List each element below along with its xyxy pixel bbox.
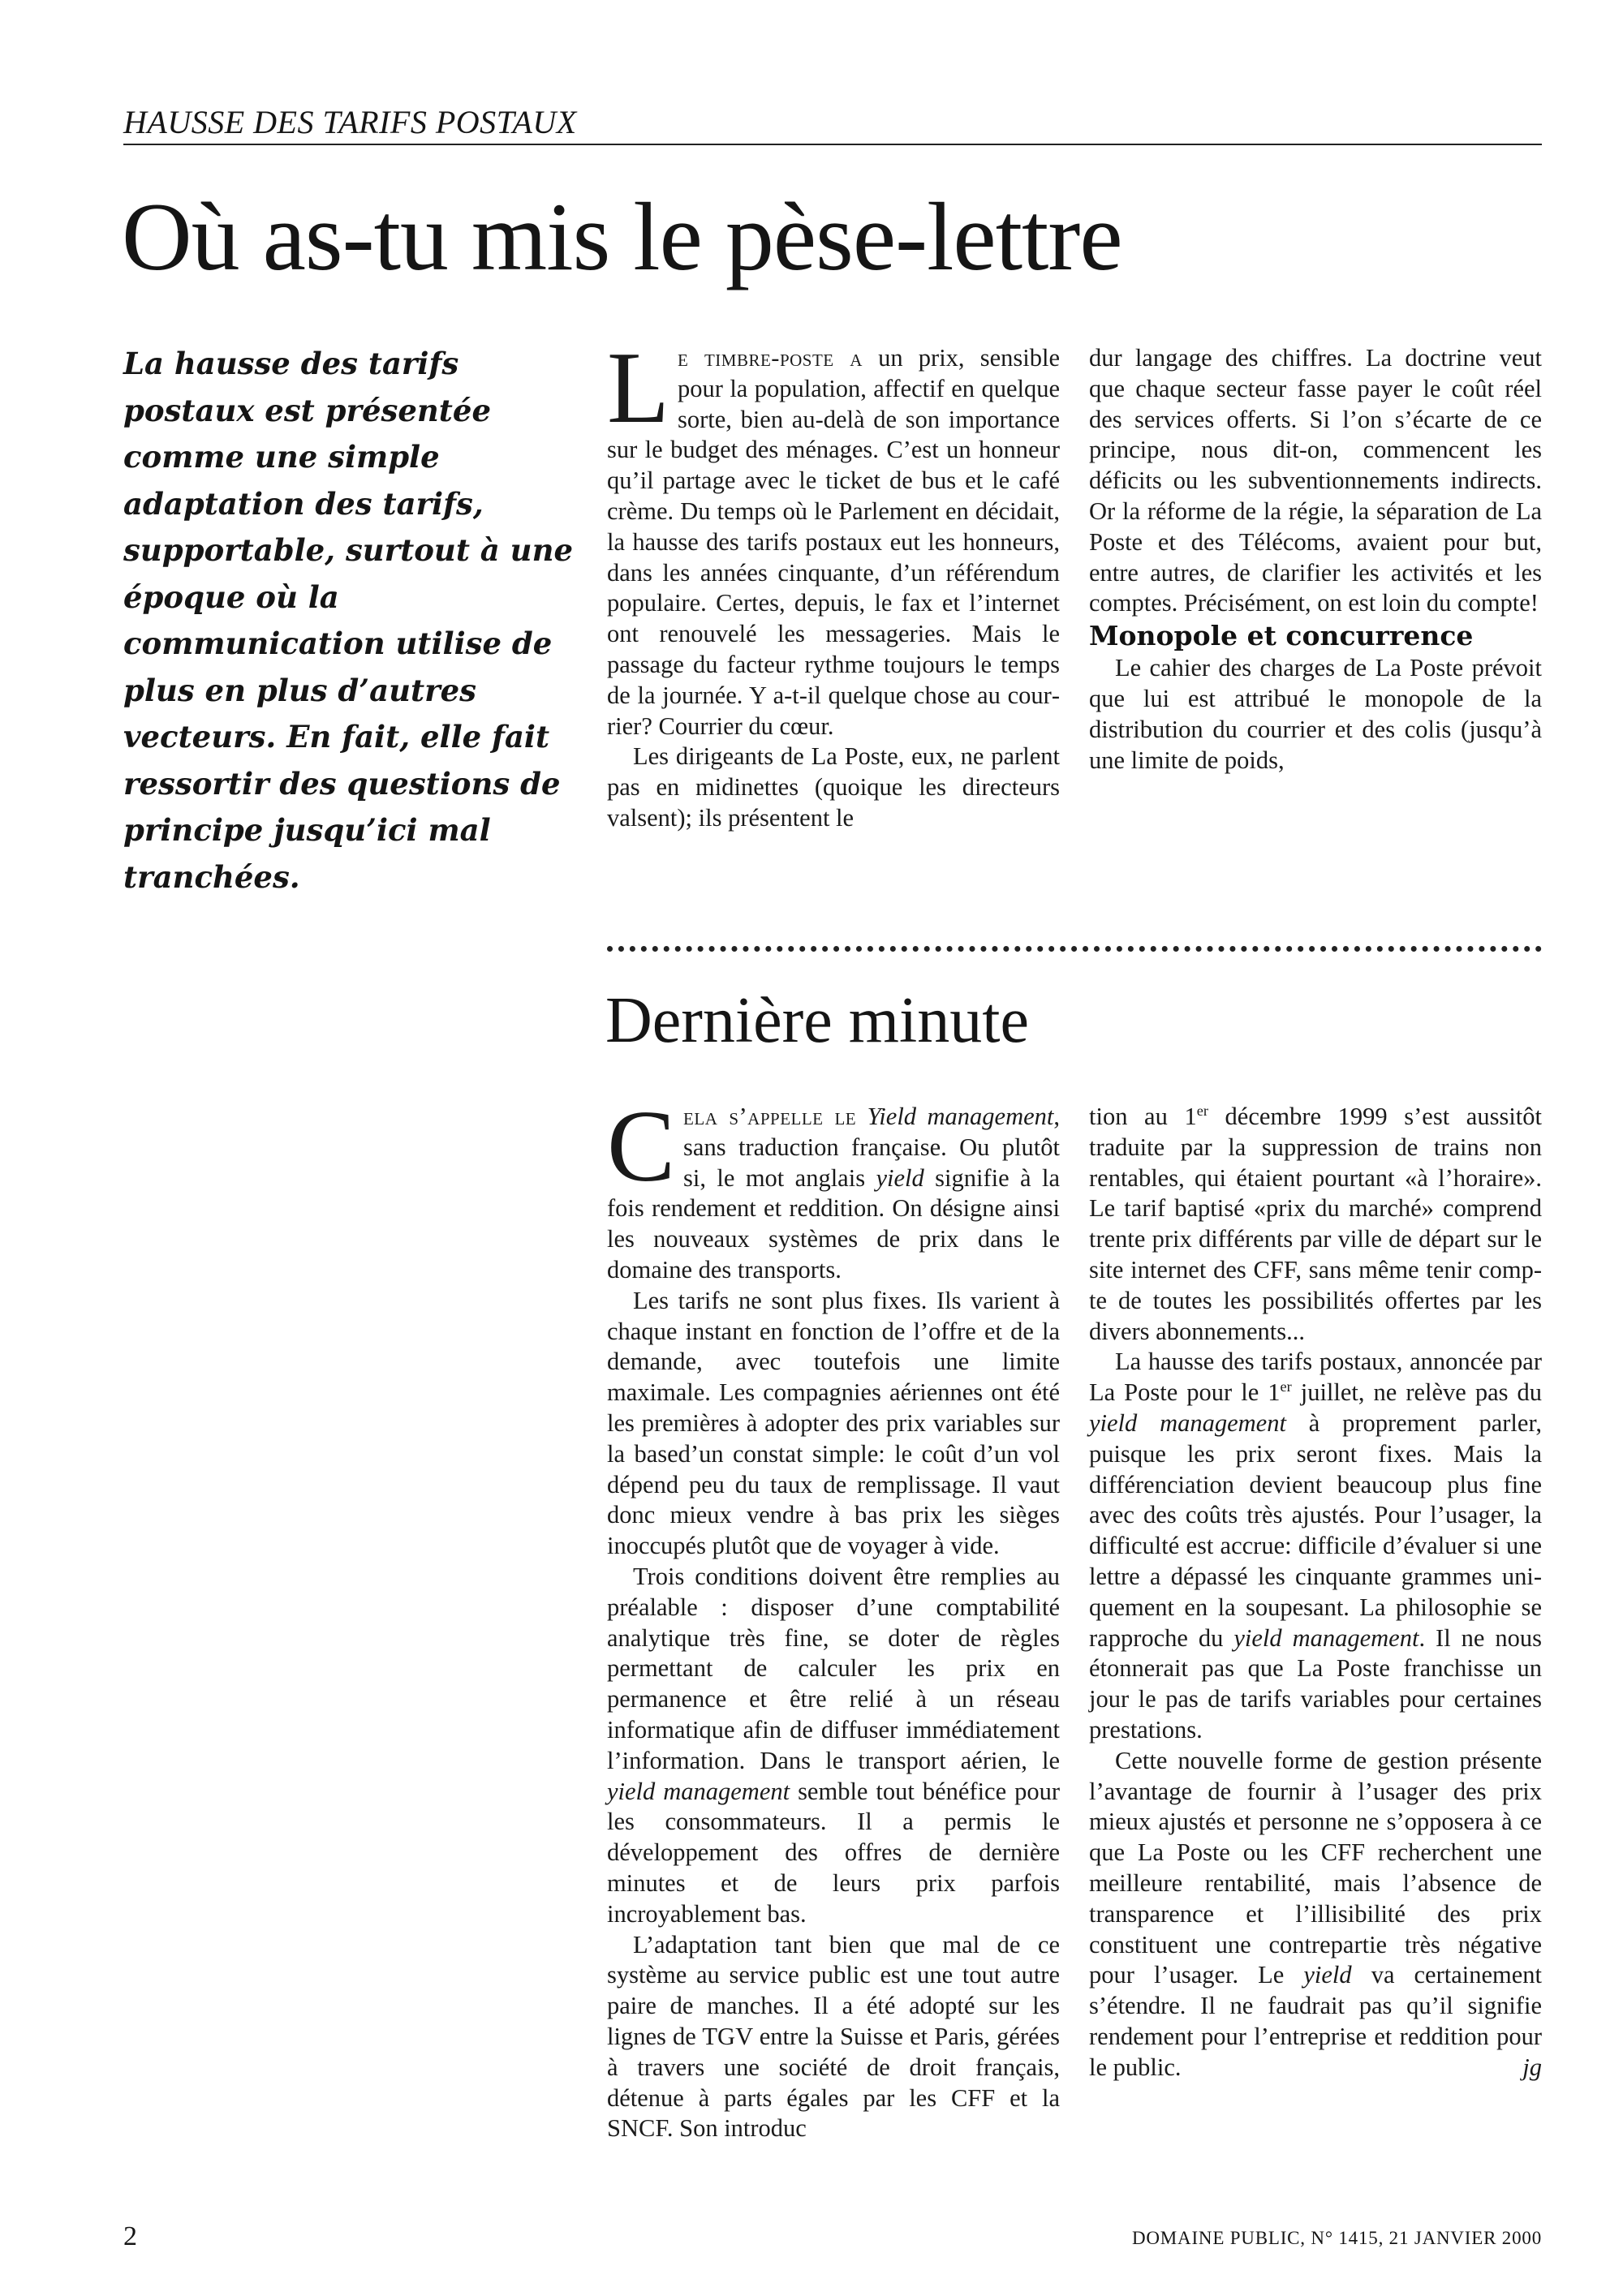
article1-column-2 (1089, 343, 1542, 776)
drop-cap: C (607, 1090, 676, 1203)
dotted-separator (607, 946, 1542, 952)
emphasis: yield (1303, 1961, 1352, 1989)
article2-paragraph: Les tarifs ne sont plus fixes. Ils varient à chaque instant en fonction de l’offre et de la demande, avec toutefois une limite maximale. Les compagnies aériennes ont été les premières à adopter des prix variables sur la based’un constat simple: le coût d’un vol dépend peu du taux de remplissage. Il vaut donc mieux vendre à bas prix les sièges inoccupés plutôt que de voyager à vide. (607, 1286, 1060, 1560)
article2-paragraph (1089, 1746, 1542, 2083)
article2-paragraph (1089, 1102, 1542, 1347)
article2-paragraph (607, 1562, 1060, 1930)
emphasis: yield management (607, 1777, 790, 1805)
article2-paragraph (607, 1090, 1060, 1286)
paragraph-text: , sans traduction française. Ou plutôt si, le mot anglais (683, 1103, 1060, 1192)
superscript: er (1280, 1378, 1292, 1395)
paragraph-text (856, 1103, 867, 1130)
paragraph-text: Trois conditions doivent être remplies au préalable : disposer d’une comptabilité analytique très fine, se doter de règles permettant de calculer les prix en permanence et être relié à un réseau informatique afin de diffuser immédiatement l’information. Dans le transport aérien, le (607, 1562, 1060, 1774)
small-caps-opening: ela s’appelle le (683, 1103, 857, 1130)
article1-paragraph (607, 332, 1060, 742)
article1-paragraph: Le cahier des charges de La Poste prévoit que lui est attribué le monopole de la distribution du courrier et des colis (jusqu’à une limite de poids, (1089, 654, 1542, 774)
article2-paragraph (1089, 1347, 1542, 1745)
emphasis: yield management (1233, 1623, 1419, 1652)
article1-paragraph: Les dirigeants de La Poste, eux, ne parlent pas en midinettes (quoique les directeurs valsent); ils présentent le (607, 742, 1060, 832)
article2-paragraph: L’adaptation tant bien que mal de ce système au service public est une tout autre paire de manches. Il a été adopté sur les lignes de TGV entre la Suisse et Paris, gérées à travers une société de droit français, détenue à parts égales par les CFF et la SNCF. Son introduc (607, 1930, 1060, 2143)
article1-column-1 (607, 332, 1060, 834)
paragraph-text: un prix, sensible pour la population, affectif en quelque sorte, bien au-delà de son importance sur le budget des ménages. C’est un honneur qu’il partage avec le ticket de bus et le café crème. Du temps où le Parlement en décidait, la hausse des tarifs postaux eut les honneurs, dans les années cinquante, d’un référendum populaire. Certes, depuis, le fax et l’internet ont renouvelé les messageries. Mais le passage du facteur rythme toujours le temps de la journée. Y a-t-il quelque chose au courrier? Courrier du cœur. (607, 344, 1060, 740)
drop-cap: L (607, 332, 669, 445)
paragraph-text: La hausse des tarifs postaux, annoncée par La Poste pour le 1 (1089, 1348, 1542, 1407)
paragraph-text: tion au 1 (1089, 1103, 1197, 1130)
emphasis: Yield management (867, 1103, 1054, 1130)
superscript: er (1196, 1102, 1208, 1119)
emphasis: yield management (1089, 1408, 1286, 1437)
paragraph-text: semble tout bénéfice pour les consommateurs. Il a permis le développement des offres de dernière minutes et de leurs prix parfois incroyablement bas. (607, 1777, 1060, 1928)
article2-title: Dernière minute (605, 985, 1029, 1056)
article-lead: La hausse des tarifs postaux est présentée comme une simple adaptation des tarifs, supportable, surtout à une époque où la communication utilise de plus en plus d’autres vecteurs. En fait, elle fait ressortir des questions de principe jusqu’ici mal tranchées. (123, 346, 574, 895)
paragraph-text: . Il ne nous étonnerait pas que La Poste franchisse un jour le pas de tarifs variables pour certaines prestations. (1089, 1623, 1542, 1743)
paragraph-text: décembre 1999 s’est aussitôt traduite par la suppression de trains non rentables, qui étaient pourtant «à l’horaire». Le tarif baptisé «prix du marché» comprend trente prix différents par ville de départ sur le site internet des CFF, sans même tenir compte de toutes les possibilités offertes par les divers abonnements... (1089, 1103, 1542, 1345)
page-number: 2 (123, 2221, 137, 2251)
paragraph-text: juillet, ne relève pas du (1291, 1378, 1542, 1407)
article2-column-1 (607, 1090, 1060, 2144)
small-caps-opening: e timbre-poste a (677, 344, 863, 372)
subheading: Monopole et concurrence (1089, 620, 1474, 652)
paragraph-text: signifie à la fois rendement et reddition. On désigne ainsi les nouveaux systèmes de prix dans le domaine des transports. (607, 1163, 1060, 1283)
publication-footer: DOMAINE PUBLIC, N° 1415, 21 JANVIER 2000 (1131, 2228, 1542, 2248)
paragraph-text: va certainement s’étendre. Il ne faudrait pas qu’il signifie rendement pour l’entreprise et reddition pour le public. (1089, 1961, 1543, 2081)
article1-paragraph: dur langage des chiffres. La doctrine veut que chaque secteur fasse payer le coût réel des services offerts. Si l’on s’écarte de ce principe, nous dit-on, commencent les déficits ou les subventionnements indirects. Or la réforme de la régie, la séparation de La Poste et des Télécoms, avaient pour but, entre autres, de clarifier les activités et les comptes. Précisément, on est loin du compte! (1089, 344, 1542, 617)
author-signature: jg (1522, 2053, 1542, 2081)
article2-column-2 (1089, 1102, 1542, 2083)
paragraph-text: Cette nouvelle forme de gestion présente l’avantage de fournir à l’usager des prix mieux ajustés et personne ne s’opposera à ce que La Poste ou les CFF recherchent une meilleure rentabilité, mais l’absence de transparence et l’illisibilité des prix constituent une contrepartie très négative pour l’usager. Le (1089, 1746, 1542, 1989)
article-title: Où as-tu mis le pèse-lettre (122, 183, 1122, 290)
section-rubric: HAUSSE DES TARIFS POSTAUX (123, 101, 1542, 145)
paragraph-text: à proprement parler, puisque les prix seront fixes. Mais la différenciation devient beaucoup plus fine avec des coûts très ajustés. Pour l’usager, la difficulté est accrue: difficile d’évaluer si une lettre a dépassé les cinquante grammes uniquement en la soupesant. La philosophie se rapproche du (1089, 1408, 1543, 1652)
emphasis: yield (876, 1163, 924, 1192)
